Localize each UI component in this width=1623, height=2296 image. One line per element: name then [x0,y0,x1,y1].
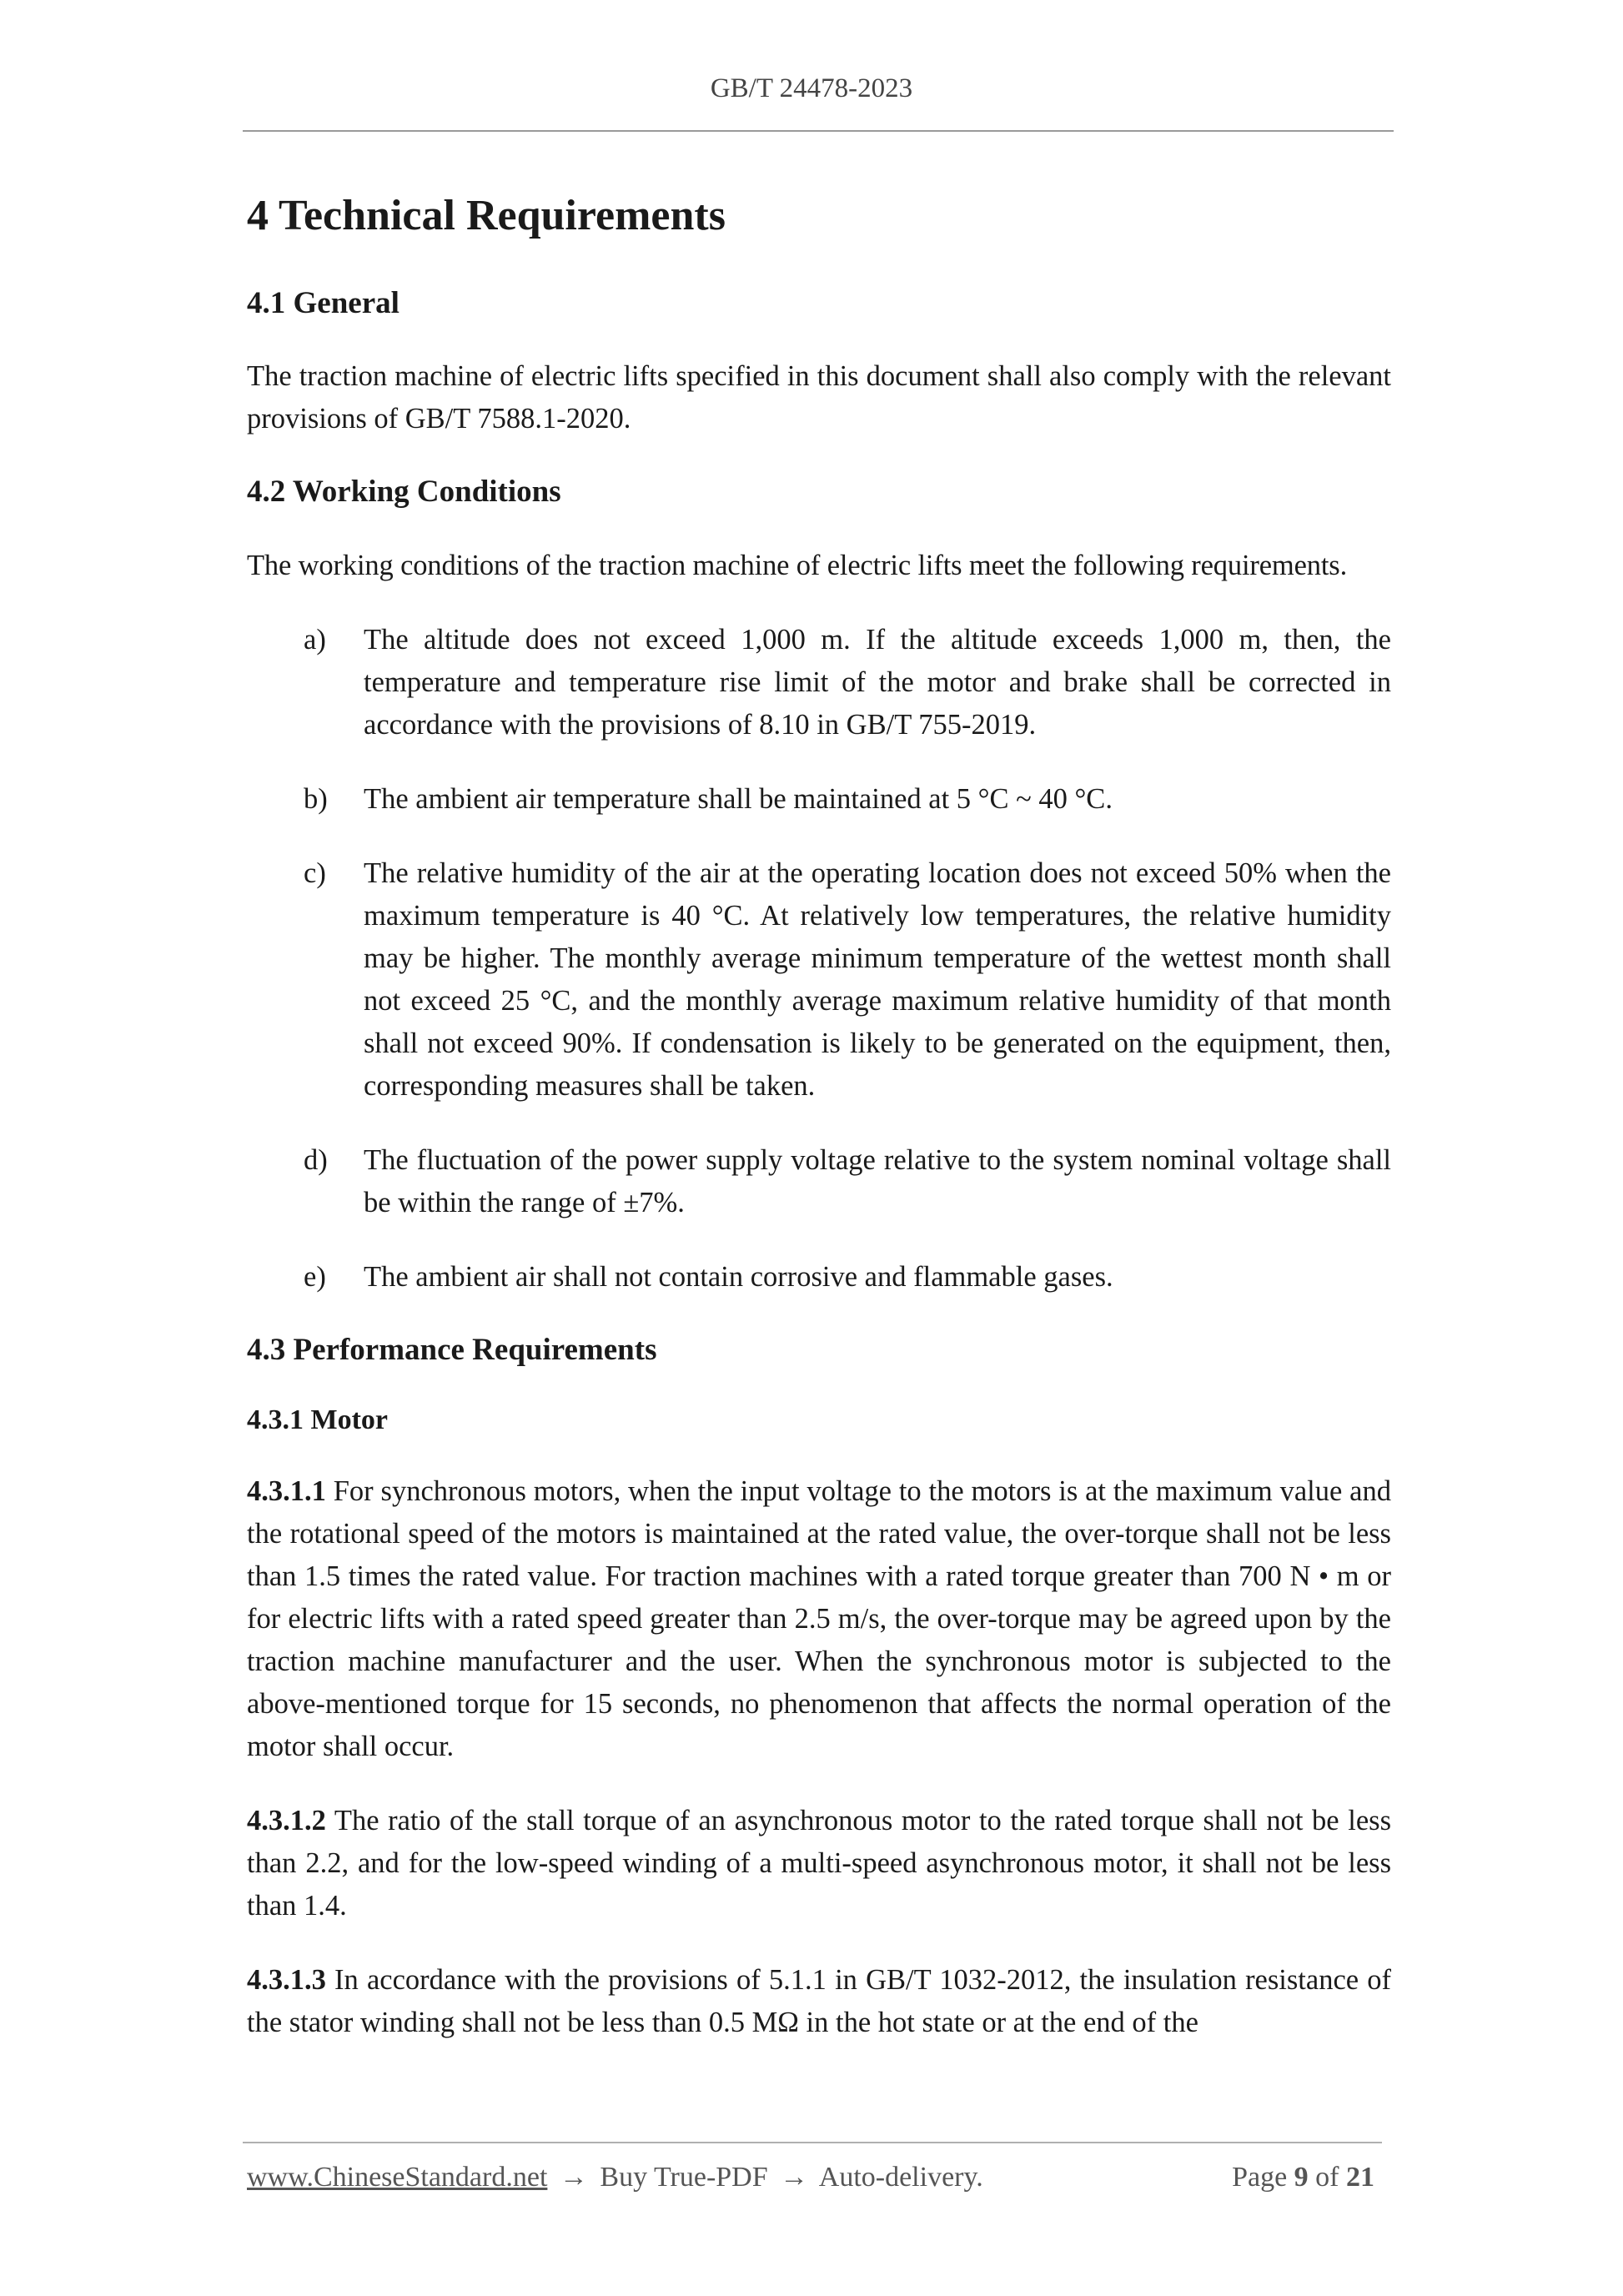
header-divider [243,130,1394,132]
list-marker: a) [304,623,326,656]
arrow-right-icon: → [559,2162,588,2193]
list-item-text: The altitude does not exceed 1,000 m. If the altitude exceeds 1,000 m, then, the temperature and temperature rise limit of the motor and brake shall be corrected in accordance with the provisions of 8.10 in GB/T 755-2019. [364,623,1391,741]
list-item-text: The ambient air temperature shall be maintained at 5 °C ~ 40 °C. [364,782,1113,815]
footer-divider [243,2142,1382,2143]
auto-delivery-text: Auto-delivery. [818,2162,983,2193]
of-word: of [1315,2162,1339,2193]
clause-4-3-1-3 [247,1959,1391,2044]
site-link[interactable]: www.ChineseStandard.net [247,2162,548,2193]
page-number: 9 [1294,2162,1309,2193]
list-item [247,778,1391,821]
document-header: GB/T 24478-2023 [710,73,913,103]
section-4-3-1-title: 4.3.1 Motor [247,1404,389,1435]
clause-number: 4.3.1.3 [247,1963,326,1996]
list-marker: d) [304,1143,328,1176]
list-marker: b) [304,782,328,815]
list-item-text: The fluctuation of the power supply voltage relative to the system nominal voltage shall be within the range of ±7%. [364,1143,1391,1218]
clause-4-3-1-1 [247,1470,1391,1768]
section-4-2-title: 4.2 Working Conditions [247,475,561,510]
section-4-1-title: 4.1 General [247,286,399,321]
page-word: Page [1232,2162,1288,2193]
clause-4-title: 4 Technical Requirements [247,192,726,239]
page-footer [247,2162,1383,2193]
list-item [247,852,1391,1108]
list-marker: c) [304,857,326,889]
clause-text: For synchronous motors, when the input voltage to the motors is at the maximum value and the rotational speed of the motors is maintained at the rated value, the over-torque shall not be less than 1.5 times the rated value. For traction machines with a rated torque greater than 700 N • m or for electric lifts with a rated speed greater than 2.5 m/s, the over-torque may be agreed upon by the traction machine manufacturer and the user. When the synchronous motor is subjected to the above-mentioned torque for 15 seconds, no phenomenon that affects the normal operation of the motor shall occur. [247,1475,1391,1762]
page-total: 21 [1346,2162,1374,2193]
section-4-1-text: The traction machine of electric lifts specified in this document shall also comply with the relevant provisions of GB/T 7588.1-2020. [247,360,1391,435]
clause-number: 4.3.1.1 [247,1475,326,1507]
footer-promo [247,2162,983,2193]
buy-true-pdf-text: Buy True-PDF [600,2162,768,2193]
clause-number: 4.3.1.2 [247,1804,326,1836]
list-marker: e) [304,1260,326,1293]
list-item-text: The relative humidity of the air at the operating location does not exceed 50% when the maximum temperature is 40 °C. At relatively low temperatures, the relative humidity may be higher. The monthly average minimum temperature of the wettest month shall not exceed 25 °C, and the monthly average maximum relative humidity of that month shall not exceed 90%. If condensation is likely to be generated on the equipment, then, corresponding measures shall be taken. [364,857,1391,1102]
list-item-text: The ambient air shall not contain corrosive and flammable gases. [364,1260,1113,1293]
arrow-right-icon: → [780,2162,809,2193]
document-body [247,190,1391,2076]
clause-text: In accordance with the provisions of 5.1.1 in GB/T 1032-2012, the insulation resistance of the stator winding shall not be less than 0.5 MΩ in the hot state or at the end of the [247,1963,1391,2038]
list-item [247,1256,1391,1299]
clause-text: The ratio of the stall torque of an asynchronous motor to the rated torque shall not be less than 2.2, and for the low-speed winding of a multi-speed asynchronous motor, it shall not be less than 1.4. [247,1804,1391,1922]
section-4-3-title: 4.3 Performance Requirements [247,1332,657,1367]
list-item [247,1139,1391,1224]
working-conditions-list [247,619,1391,1299]
page-indicator [1232,2162,1374,2193]
section-4-2-intro: The working conditions of the traction machine of electric lifts meet the following requirements. [247,549,1348,581]
list-item [247,619,1391,746]
clause-4-3-1-2 [247,1800,1391,1927]
